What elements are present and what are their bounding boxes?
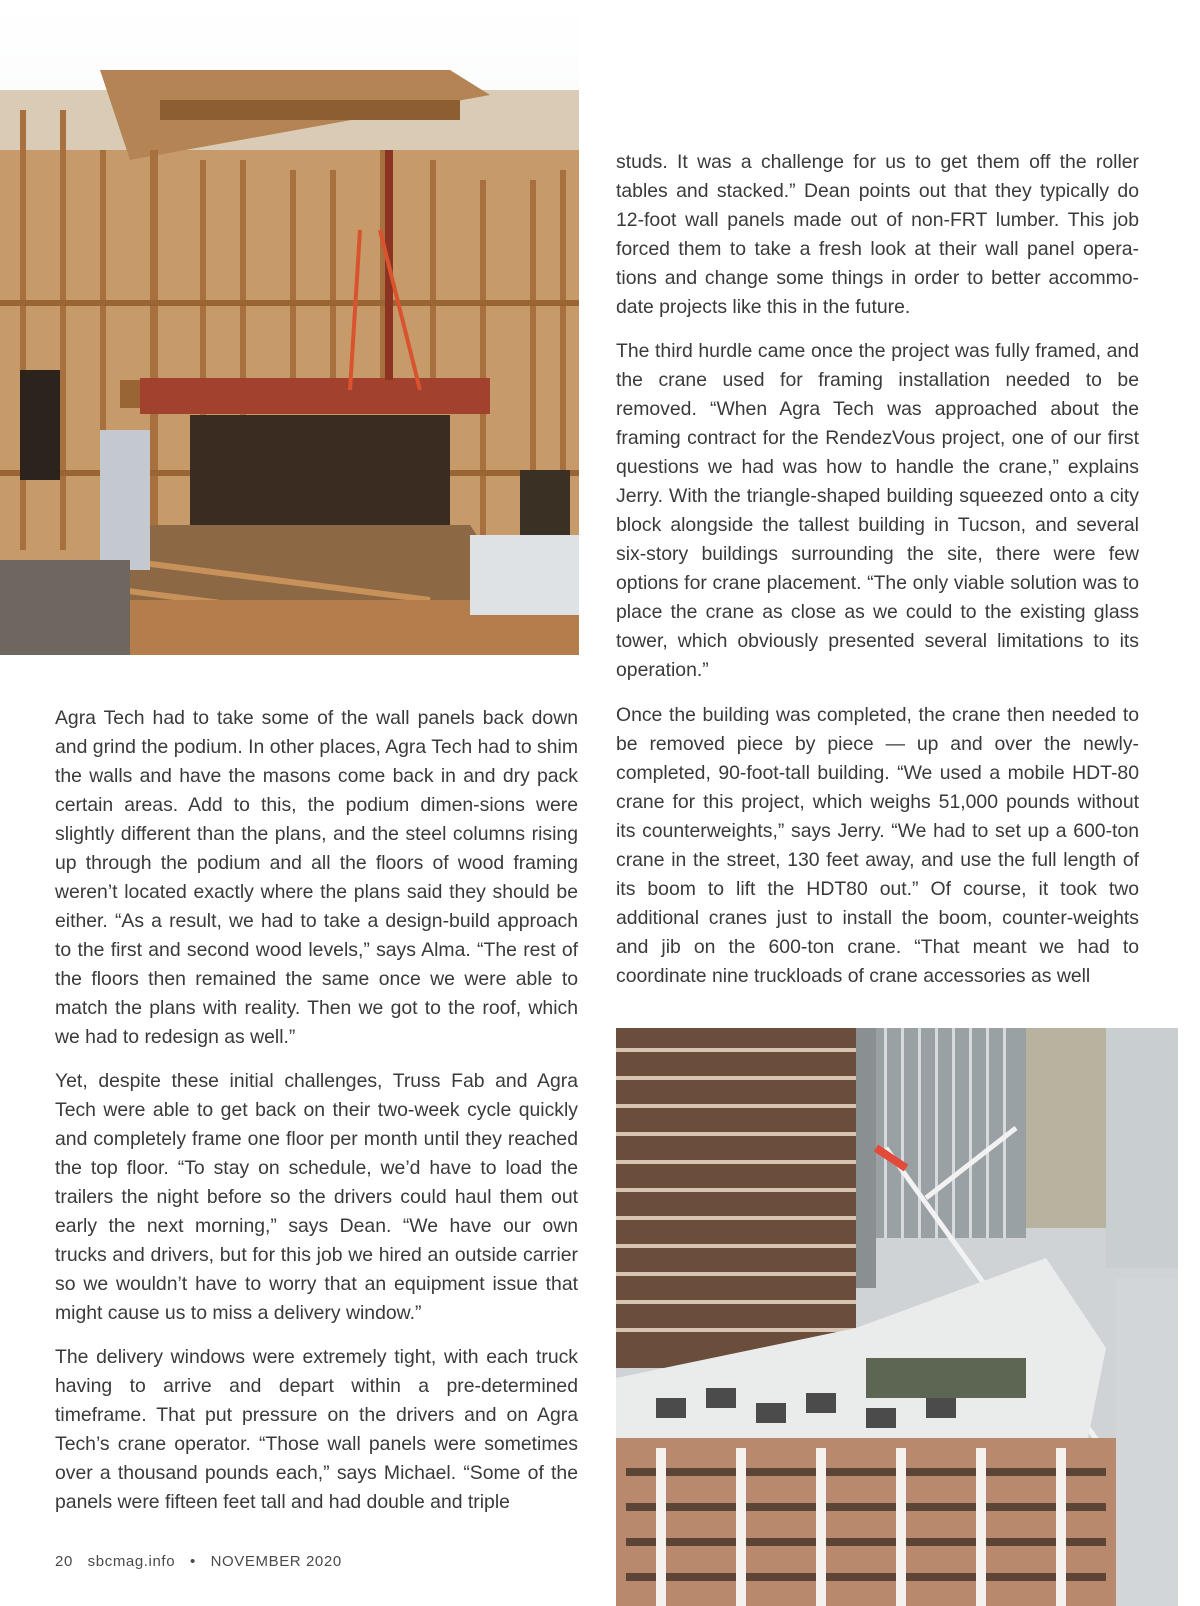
body-paragraph: The delivery windows were extremely tight, with each truck having to arrive and depart within a pre-determined timeframe. That put pressure on the drivers and on Agra Tech’s crane operator. “Those wall panels were sometimes over a thousand pounds each,” says Michael. “Some of the panels were fifteen feet tall and had double and triple: [55, 1346, 578, 1513]
body-paragraph: studs. It was a challenge for us to get them off the roller tables and stacked.” Dean points out that they typically do 12-foot wall panels made out of non-FRT lumber. This job forced them to take a fresh look at their wall panel opera-tions and change some things in order to better accommo-date projects like this in the future.: [616, 151, 1139, 318]
article-column-right-middle: [616, 701, 1139, 1006]
aerial-crane-photo: [616, 1028, 1178, 1606]
footer-issue: NOVEMBER 2020: [210, 1553, 342, 1570]
construction-framing-photo: [0, 0, 579, 655]
body-paragraph: Agra Tech had to take some of the wall panels back down and grind the podium. In other places, Agra Tech had to shim the walls and have the masons come back in and dry pack certain areas. Add to this, the podium dimen-sions were slightly different than the plans, and the steel columns rising up through the podium and all the floors of wood framing weren’t located exactly where the plans said they should be either. “As a result, we had to take a design-build approach to the first and second wood levels,” says Alma. “The rest of the floors then remained the same once we were able to match the plans with reality. Then we got to the roof, which we had to redesign as well.”: [55, 707, 578, 1048]
construction-framing-photo-icon: [0, 0, 579, 655]
footer-separator: •: [189, 1553, 196, 1570]
page-footer: [55, 1553, 352, 1570]
aerial-crane-photo-icon: [616, 1028, 1178, 1606]
article-column-right-top: [616, 148, 1139, 700]
body-paragraph: Yet, despite these initial challenges, Truss Fab and Agra Tech were able to get back on their two-week cycle quickly and completely frame one floor per month until they reached the top floor. “To stay on schedule, we’d have to load the trailers the night before so the drivers could haul them out early the next morning,” says Dean. “We have our own trucks and drivers, but for this job we hired an outside carrier so we wouldn’t have to worry that an equipment issue that might cause us to miss a delivery window.”: [55, 1070, 578, 1324]
body-paragraph: Once the building was completed, the crane then needed to be removed piece by piece — up and over the newly-completed, 90-foot-tall building. “We used a mobile HDT-80 crane for this project, which weighs 51,000 pounds without its counterweights,” says Jerry. “We had to set up a 600-ton crane in the street, 130 feet away, and use the full length of its boom to lift the HDT80 out.” Of course, it took two additional cranes just to install the boom, counter-weights and jib on the 600-ton crane. “That meant we had to coordinate nine truckloads of crane accessories as well: [616, 704, 1139, 987]
article-column-left: [55, 704, 578, 1532]
page-number: 20: [55, 1553, 73, 1570]
footer-site: sbcmag.info: [87, 1553, 176, 1570]
body-paragraph: The third hurdle came once the project was fully framed, and the crane used for framing installation needed to be removed. “When Agra Tech was approached about the framing contract for the RendezVous project, one of our first questions we had was how to handle the crane,” explains Jerry. With the triangle-shaped building squeezed onto a city block alongside the tallest building in Tucson, and several six-story buildings surrounding the site, there were few options for crane placement. “The only viable solution was to place the crane as close as we could to the existing glass tower, which obviously presented several limitations to its operation.”: [616, 340, 1139, 681]
